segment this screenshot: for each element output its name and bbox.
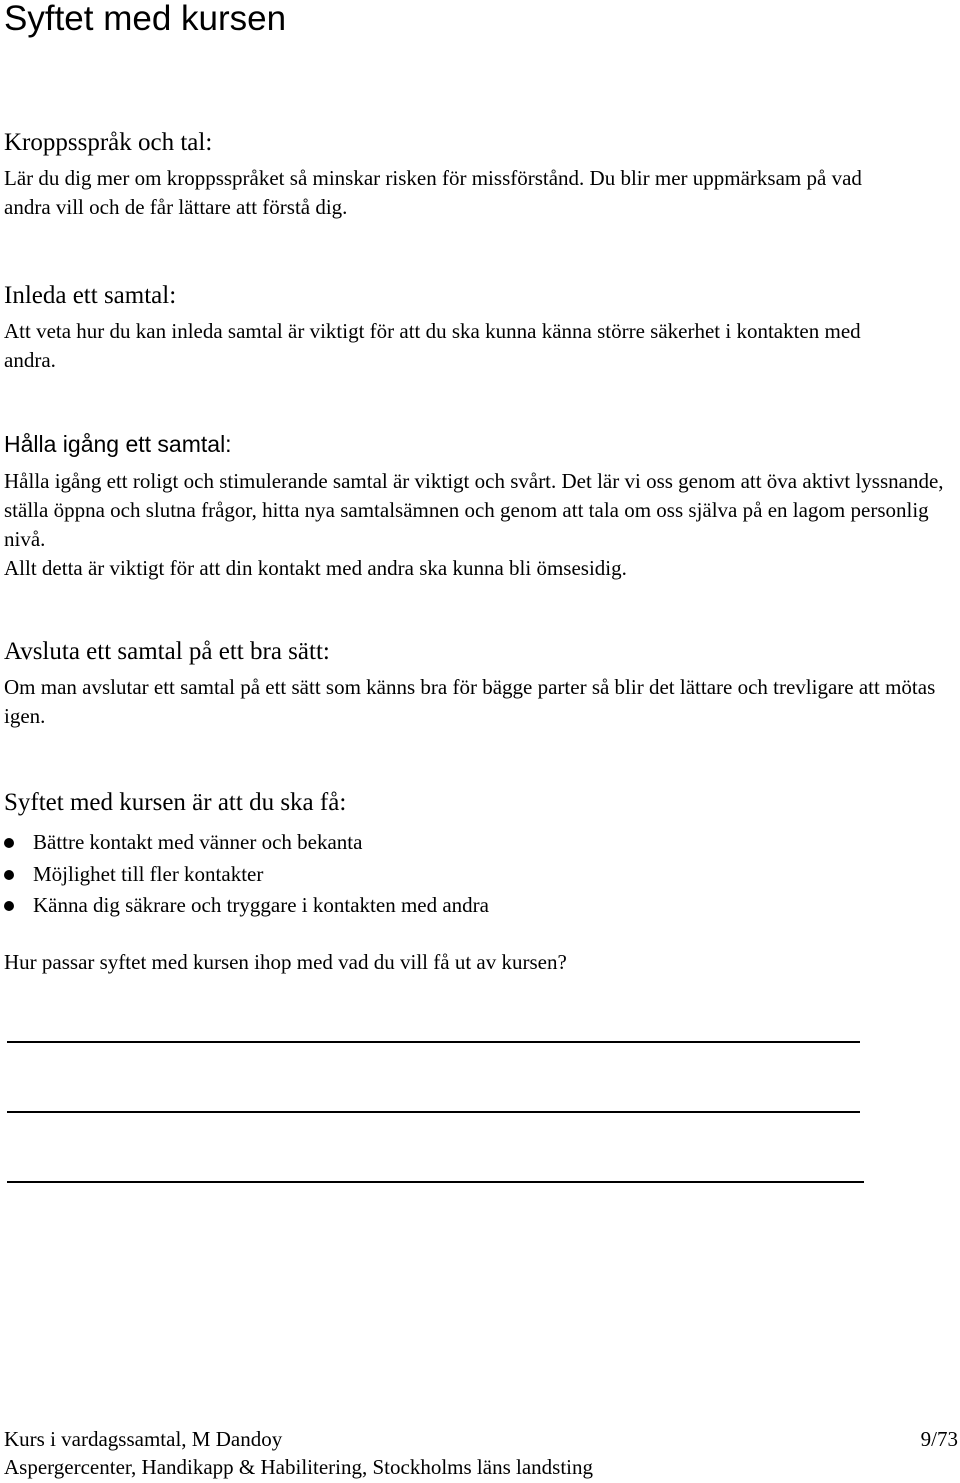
list-item-text: Bättre kontakt med vänner och bekanta: [33, 830, 363, 854]
section-text: Lär du dig mer om kroppsspråket så minskar risken för missförstånd. Du blir mer uppmärksam på vad andra vill och de får lättare att förstå dig.: [4, 166, 862, 219]
bullet-icon: [4, 870, 14, 880]
page-number: 9/73: [920, 1427, 958, 1451]
footer-organization: Aspergercenter, Handikapp & Habilitering, Stockholms läns landsting: [4, 1455, 593, 1479]
list-item-text: Möjlighet till fler kontakter: [33, 861, 264, 886]
section-heading: Inleda ett samtal:: [4, 282, 177, 309]
answer-line[interactable]: [7, 1111, 860, 1113]
section-end-conversation: [4, 637, 954, 731]
list-item: [4, 859, 954, 891]
section-text-continued: Allt detta är viktigt för att din kontakt med andra ska kunna bli ömsesidig.: [4, 556, 627, 580]
section-heading: Avsluta ett samtal på ett bra sätt:: [4, 638, 330, 665]
section-heading: Syftet med kursen är att du ska få:: [4, 789, 347, 816]
question-text: Hur passar syftet med kursen ihop med vad du vill få ut av kursen?: [4, 950, 567, 974]
purpose-list: [4, 827, 954, 922]
section-body-language: [4, 128, 954, 222]
section-text: Om man avslutar ett samtal på ett sätt som känns bra för bägge parter så blir det lättare och trevligare att mötas igen.: [4, 675, 936, 728]
section-keep-conversation: [4, 429, 954, 583]
section-start-conversation: [4, 281, 954, 375]
section-text: Hålla igång ett roligt och stimulerande samtal är viktigt och svårt. Det lär vi oss genom att öva aktivt lyssnande, ställa öppna och slutna frågor, hitta nya samtalsämnen och genom att tala om oss själva på en lagom personlig nivå.: [4, 469, 944, 551]
section-heading: Hålla igång ett samtal:: [4, 431, 232, 457]
footer-course: Kurs i vardagssamtal, M Dandoy: [4, 1427, 283, 1451]
list-item: [4, 827, 954, 859]
page-footer: [4, 1425, 958, 1481]
section-text: Att veta hur du kan inleda samtal är viktigt för att du ska kunna känna större säkerhet i kontakten med andra.: [4, 319, 861, 372]
bullet-icon: [4, 901, 14, 911]
list-item-text: Känna dig säkrare och tryggare i kontakten med andra: [33, 893, 489, 917]
page-title: Syftet med kursen: [4, 0, 287, 38]
answer-line[interactable]: [7, 1181, 864, 1183]
answer-line[interactable]: [7, 1041, 860, 1043]
bullet-icon: [4, 838, 14, 848]
list-item: [4, 890, 954, 922]
section-course-purpose: [4, 788, 954, 922]
section-heading: Kroppsspråk och tal:: [4, 129, 213, 156]
reflection-question: [4, 948, 954, 977]
